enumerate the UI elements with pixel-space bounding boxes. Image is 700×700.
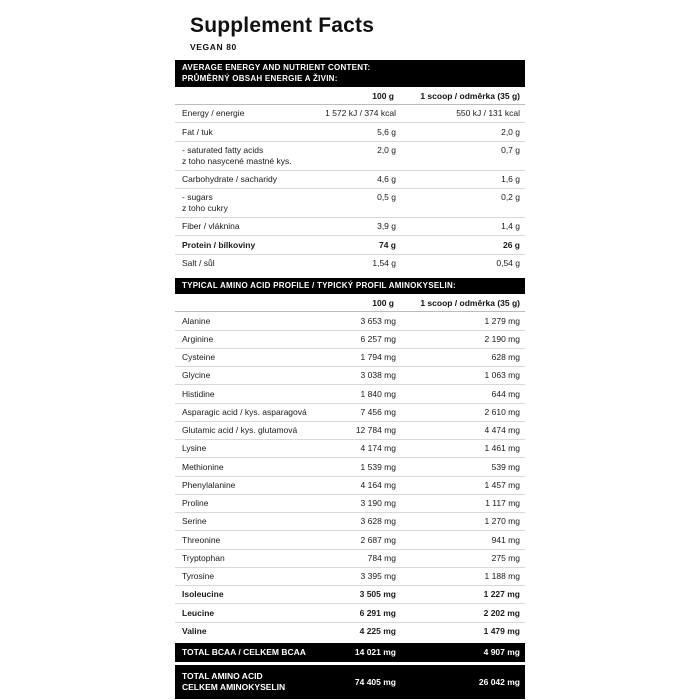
row-value-scoop: 2 190 mg — [402, 330, 525, 348]
table-row — [175, 440, 525, 458]
row-label: Protein / bílkoviny — [175, 236, 310, 254]
row-value-scoop: 1 227 mg — [402, 586, 525, 604]
table-row — [175, 586, 525, 604]
energy-col1-label: 100 g — [372, 91, 394, 102]
table-row — [175, 458, 525, 476]
amino-col1-label: 100 g — [372, 298, 394, 309]
row-value-scoop: 0,54 g — [496, 257, 520, 268]
row-value-scoop: 550 kJ / 131 kcal — [402, 105, 525, 123]
amino-section-header — [175, 278, 525, 295]
table-row — [175, 236, 525, 254]
amino-col2-label: 1 scoop / odměrka (35 g) — [420, 298, 520, 309]
row-value-scoop: 941 mg — [402, 531, 525, 549]
supplement-facts-panel — [175, 8, 525, 699]
table-row — [175, 622, 525, 640]
total-amino-row — [175, 665, 525, 699]
total-bcaa-value-scoop: 4 907 mg — [483, 647, 520, 658]
total-amino-value-scoop: 26 042 mg — [478, 676, 520, 687]
row-value-scoop: 1 461 mg — [402, 440, 525, 458]
row-label: Asparagic acid / kys. asparagová — [175, 403, 310, 421]
table-row — [175, 141, 525, 170]
total-amino-label-cs: CELKEM AMINOKYSELIN — [182, 681, 286, 692]
total-bcaa-row — [175, 643, 525, 662]
row-label: - sugars z toho cukry — [175, 188, 310, 217]
row-value-100g: 1 794 mg — [310, 348, 402, 366]
row-value-scoop: 2,0 g — [402, 123, 525, 141]
row-label: Methionine — [175, 458, 310, 476]
row-value-scoop: 628 mg — [402, 348, 525, 366]
table-row — [175, 188, 525, 217]
row-label: Serine — [175, 513, 310, 531]
product-name: VEGAN 80 — [190, 42, 237, 52]
table-row — [175, 531, 525, 549]
row-value-100g: 5,6 g — [310, 123, 402, 141]
table-row — [175, 549, 525, 567]
row-value-100g: 784 mg — [310, 549, 402, 567]
row-value-100g: 3 190 mg — [310, 494, 402, 512]
row-label: Glycine — [175, 367, 310, 385]
row-value-100g: 1,54 g — [372, 257, 396, 268]
energy-col2-label: 1 scoop / odměrka (35 g) — [420, 91, 520, 102]
row-label: Phenylalanine — [175, 476, 310, 494]
row-value-100g: 4 164 mg — [310, 476, 402, 494]
row-value-100g: 1 840 mg — [310, 385, 402, 403]
row-value-100g: 3,9 g — [310, 218, 402, 236]
table-row — [175, 312, 525, 330]
row-value-scoop: 644 mg — [402, 385, 525, 403]
amino-section-header-text: TYPICAL AMINO ACID PROFILE / TYPICKÝ PROFIL AMINOKYSELIN: — [182, 280, 456, 290]
row-label: Alanine — [175, 312, 310, 330]
row-label: Carbohydrate / sacharidy — [175, 170, 310, 188]
row-label: Cysteine — [175, 348, 310, 366]
total-amino-label — [175, 665, 310, 699]
row-value-100g: 1 572 kJ / 374 kcal — [310, 105, 402, 123]
total-amino-value-100g: 74 405 mg — [354, 676, 396, 687]
row-value-scoop: 1 063 mg — [402, 367, 525, 385]
row-label: Arginine — [175, 330, 310, 348]
table-row — [175, 421, 525, 439]
row-label: Glutamic acid / kys. glutamová — [175, 421, 310, 439]
row-value-scoop: 539 mg — [402, 458, 525, 476]
row-value-100g: 4 174 mg — [310, 440, 402, 458]
row-label: Isoleucine — [175, 586, 310, 604]
energy-column-headers — [175, 87, 525, 105]
row-label: Tyrosine — [175, 567, 310, 585]
row-value-100g: 3 038 mg — [310, 367, 402, 385]
row-label: Fiber / vláknina — [175, 218, 310, 236]
row-value-scoop: 1,4 g — [402, 218, 525, 236]
table-row — [175, 330, 525, 348]
table-row — [175, 367, 525, 385]
row-label: Proline — [175, 494, 310, 512]
row-value-scoop: 1 117 mg — [402, 494, 525, 512]
row-value-scoop: 1,6 g — [402, 170, 525, 188]
table-row — [175, 123, 525, 141]
total-bcaa-label: TOTAL BCAA / CELKEM BCAA — [182, 646, 306, 657]
row-value-scoop: 1 279 mg — [402, 312, 525, 330]
table-row — [175, 494, 525, 512]
table-row — [175, 170, 525, 188]
row-value-scoop: 4 474 mg — [402, 421, 525, 439]
row-label: Leucine — [175, 604, 310, 622]
row-label: Salt / sůl — [182, 257, 215, 268]
table-row — [175, 348, 525, 366]
row-label: Energy / energie — [175, 105, 310, 123]
energy-section-header-cs: PRŮMĚRNÝ OBSAH ENERGIE A ŽIVIN: — [182, 73, 338, 83]
row-value-scoop: 0,2 g — [402, 188, 525, 217]
row-label: Tryptophan — [175, 549, 310, 567]
row-value-100g: 4 225 mg — [359, 625, 396, 636]
row-value-scoop: 2 610 mg — [402, 403, 525, 421]
row-value-100g: 3 653 mg — [310, 312, 402, 330]
table-row — [175, 567, 525, 585]
row-value-100g: 4,6 g — [310, 170, 402, 188]
row-value-scoop: 1 457 mg — [402, 476, 525, 494]
table-row — [175, 604, 525, 622]
table-row — [175, 105, 525, 123]
row-label: Lysine — [175, 440, 310, 458]
row-value-100g: 74 g — [310, 236, 402, 254]
row-value-scoop: 2 202 mg — [402, 604, 525, 622]
row-value-scoop: 1 188 mg — [402, 567, 525, 585]
row-value-100g: 6 257 mg — [310, 330, 402, 348]
table-row — [175, 385, 525, 403]
row-value-scoop: 1 270 mg — [402, 513, 525, 531]
row-label: Histidine — [175, 385, 310, 403]
total-amino-label-en: TOTAL AMINO ACID — [182, 670, 263, 681]
row-value-100g: 3 505 mg — [310, 586, 402, 604]
row-value-scoop: 0,7 g — [402, 141, 525, 170]
table-row — [175, 476, 525, 494]
row-value-100g: 12 784 mg — [310, 421, 402, 439]
energy-section-header-en: AVERAGE ENERGY AND NUTRIENT CONTENT: — [182, 63, 371, 72]
row-value-scoop: 1 479 mg — [483, 625, 520, 636]
row-value-100g: 3 628 mg — [310, 513, 402, 531]
row-value-100g: 0,5 g — [310, 188, 402, 217]
table-row — [175, 513, 525, 531]
row-label: Fat / tuk — [175, 123, 310, 141]
page-title: Supplement Facts — [190, 14, 375, 37]
row-value-100g: 3 395 mg — [310, 567, 402, 585]
row-value-100g: 1 539 mg — [310, 458, 402, 476]
row-value-scoop: 26 g — [402, 236, 525, 254]
row-value-scoop: 275 mg — [402, 549, 525, 567]
table-row — [175, 254, 525, 272]
row-label: Threonine — [175, 531, 310, 549]
energy-section-header — [175, 60, 525, 87]
amino-column-headers — [175, 294, 525, 312]
row-value-100g: 2,0 g — [310, 141, 402, 170]
row-label: Valine — [182, 625, 207, 636]
energy-table — [175, 105, 525, 272]
row-value-100g: 7 456 mg — [310, 403, 402, 421]
row-label: - saturated fatty acids z toho nasycené mastné kys. — [175, 141, 310, 170]
table-row — [175, 218, 525, 236]
amino-table — [175, 312, 525, 640]
total-bcaa-value-100g: 14 021 mg — [354, 647, 396, 658]
table-row — [175, 403, 525, 421]
row-value-100g: 6 291 mg — [310, 604, 402, 622]
row-value-100g: 2 687 mg — [310, 531, 402, 549]
